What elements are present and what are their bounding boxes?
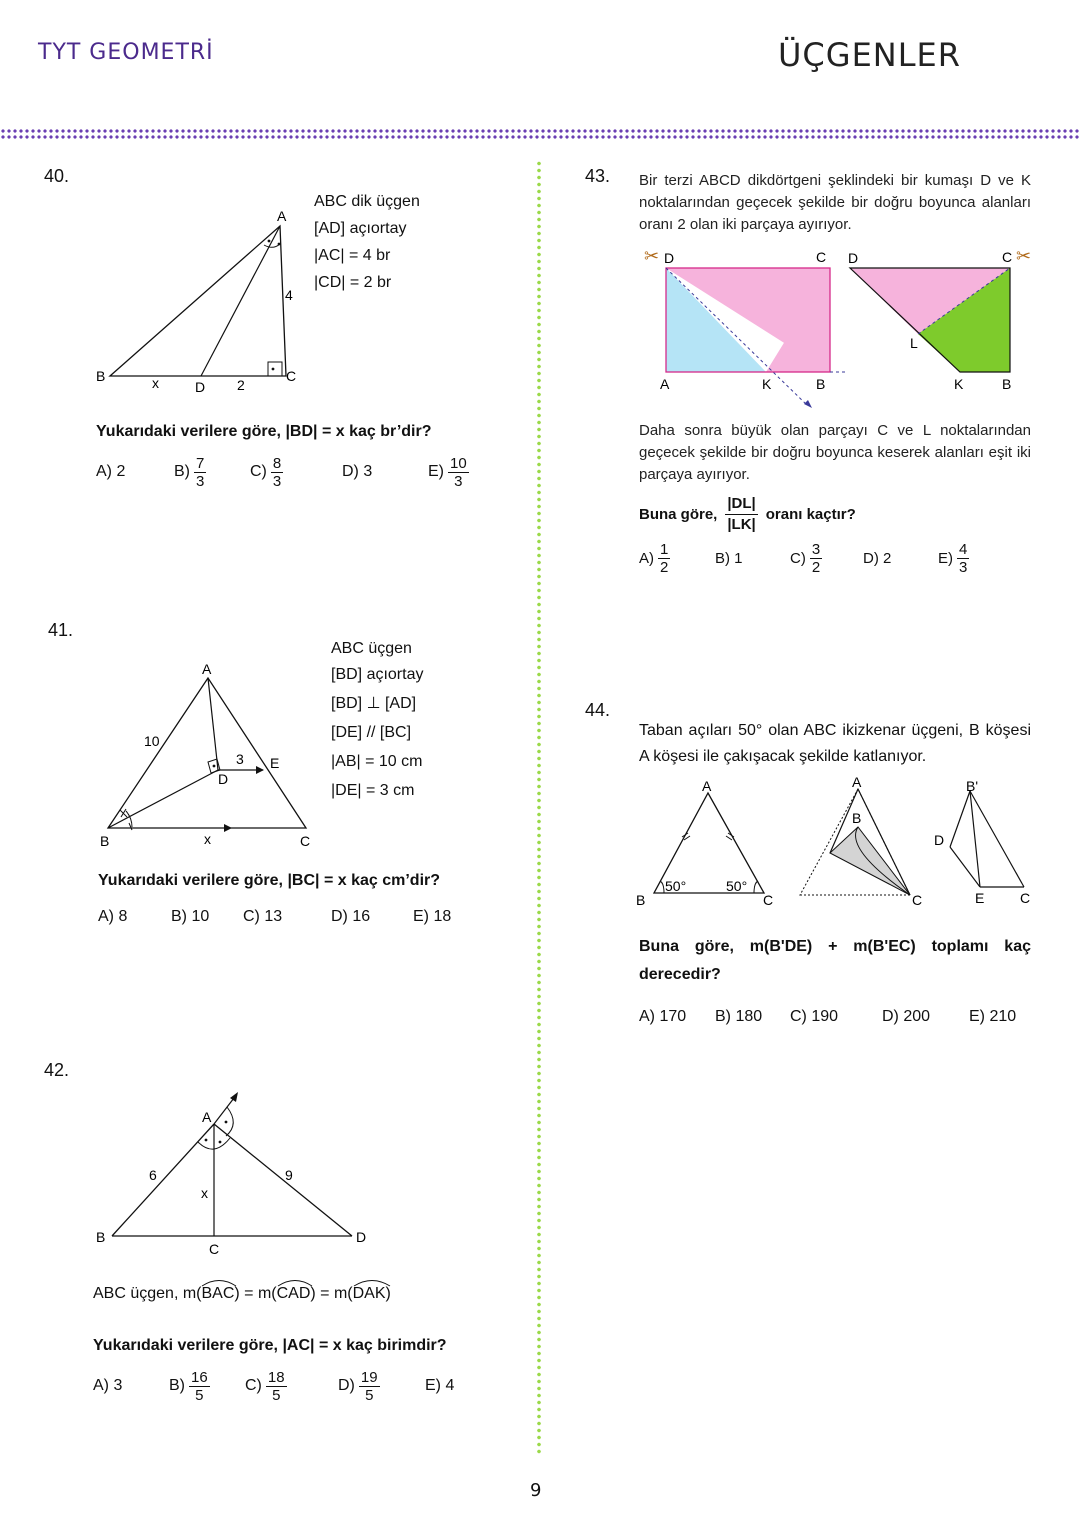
option-d[interactable]: D) 200: [882, 1008, 931, 1025]
label-d: D: [195, 379, 206, 395]
option-d[interactable]: D) 16: [331, 908, 371, 925]
bisector-ad: [201, 226, 280, 376]
folded-region: [830, 827, 910, 895]
option-e[interactable]: E) 210: [969, 1008, 1017, 1025]
label-c: C: [1020, 890, 1031, 906]
label-a: A: [202, 661, 212, 677]
label-ad-length: 9: [285, 1167, 293, 1183]
given-line: |AB| = 10 cm: [331, 753, 423, 770]
question-42-text: Yukarıdaki verilere göre, |AC| = x kaç birimdir?: [93, 1337, 447, 1354]
label-c: C: [286, 368, 297, 384]
option-c[interactable]: C) $\frac{8}{3}$: [250, 454, 282, 490]
question-40-options: [96, 452, 486, 492]
option-a[interactable]: A) 3: [93, 1377, 123, 1394]
given-line: |DE| = 3 cm: [331, 782, 415, 799]
question-42-options: [93, 1366, 454, 1406]
label-a: A: [202, 1109, 212, 1125]
option-a[interactable]: A) $\frac{1}{2}$: [639, 540, 669, 576]
option-d[interactable]: D) 2: [863, 549, 892, 567]
label-b-prime: B': [966, 778, 979, 794]
option-c[interactable]: C) $\frac{3}{2}$: [790, 540, 821, 576]
label-c: C: [763, 892, 774, 908]
label-de-length: 3: [236, 751, 244, 767]
option-e[interactable]: E) $\frac{4}{3}$: [938, 540, 968, 576]
option-e[interactable]: E) 4: [425, 1377, 455, 1394]
option-c[interactable]: C) 190: [790, 1008, 839, 1025]
label-ab-length: 10: [144, 733, 160, 749]
label-b: B: [100, 833, 110, 849]
label-x: x: [204, 831, 211, 847]
label-d: D: [664, 250, 675, 266]
question-44-options: [639, 1008, 1016, 1026]
label-e: E: [975, 890, 985, 906]
option-c[interactable]: C) 13: [243, 908, 283, 925]
label-k: K: [762, 376, 772, 392]
question-41-text: Yukarıdaki verilere göre, |BC| = x kaç cm’dir?: [98, 872, 441, 889]
option-c[interactable]: C) $\frac{18}{5}$: [245, 1368, 285, 1404]
topic-title: ÜÇGENLER: [778, 36, 961, 74]
question-43-options: [639, 538, 969, 578]
triangle-abc: [108, 678, 306, 828]
subject-title: TYT GEOMETRİ: [38, 40, 214, 65]
option-a[interactable]: A) 170: [639, 1008, 687, 1025]
option-b[interactable]: B) 1: [715, 549, 743, 567]
question-43-figure: [636, 240, 1036, 412]
label-x: x: [201, 1185, 208, 1201]
option-e[interactable]: E) 18: [413, 908, 452, 925]
label-c: C: [300, 833, 311, 849]
given-line: ABC dik üçgen: [314, 193, 420, 210]
label-b: B: [636, 892, 646, 908]
option-e[interactable]: E) $\frac{10}{3}$: [428, 454, 467, 490]
triangle-abc: [110, 226, 286, 376]
label-b: B: [852, 810, 862, 826]
segment-ad: [214, 1124, 352, 1236]
label-ab-length: 6: [149, 1167, 157, 1183]
label-d: D: [218, 771, 229, 787]
label-d: D: [356, 1229, 367, 1245]
label-b: B: [96, 368, 106, 384]
scissors-icon: ✂: [644, 246, 660, 266]
question-43-intro: Bir terzi ABCD dikdörtgeni şeklindeki bir kumaşı D ve K noktalarından geçecek şekilde bir doğru boyunca alanları oranı 2 olan iki parçaya ayırıyor.: [639, 172, 1031, 233]
option-a[interactable]: A) 2: [96, 463, 126, 480]
given-line: [BD] açıortay: [331, 666, 424, 683]
label-a: A: [277, 208, 287, 224]
question-44-figure: [632, 775, 1036, 910]
given-line: [BD] ⊥ [AD]: [331, 695, 417, 712]
question-43-followup: Daha sonra büyük olan parçayı C ve L noktalarından geçecek şekilde bir doğru boyunca keserek alanları eşit iki parçaya ayırıyor.: [639, 422, 1031, 483]
question-40-text: Yukarıdaki verilere göre, |BD| = x kaç br’dir?: [96, 423, 432, 440]
label-a: A: [702, 778, 712, 794]
ray-ak: [214, 1098, 234, 1124]
option-b[interactable]: B) $\frac{16}{5}$: [169, 1368, 208, 1404]
segment-ba: [112, 1124, 214, 1236]
question-43-number: 43.: [585, 166, 611, 186]
label-angle-b: 50°: [665, 878, 687, 894]
question-41-figure: [96, 660, 326, 855]
given-line: |CD| = 2 br: [314, 274, 392, 291]
question-40-number: 40.: [44, 166, 70, 186]
column-dotted-divider: [536, 160, 542, 1455]
given-line: |AC| = 4 br: [314, 247, 391, 264]
given-line: ABC üçgen: [331, 640, 412, 657]
right-angle-mark: [268, 362, 282, 376]
option-a[interactable]: A) 8: [98, 908, 128, 925]
option-b[interactable]: B) 10: [171, 908, 210, 925]
label-c: C: [209, 1241, 220, 1257]
question-40-figure: [90, 200, 310, 400]
label-a: A: [852, 775, 862, 790]
label-k: K: [954, 376, 964, 392]
question-43-text: Buna göre, $\frac{|DL|}{|LK|}$ oranı kaçtır?: [639, 495, 856, 533]
question-44-intro: Taban açıları 50° olan ABC ikizkenar üçgeni, B köşesi A köşesi ile çakışacak şekilde katlanıyor.: [639, 722, 1031, 765]
label-cd-length: 2: [237, 377, 245, 393]
question-41-number: 41.: [48, 620, 74, 640]
label-d: D: [848, 250, 859, 266]
option-b[interactable]: B) 180: [715, 1008, 763, 1025]
question-40-given: [314, 188, 420, 296]
label-l: L: [910, 335, 918, 351]
label-b: B: [1002, 376, 1012, 392]
label-c: C: [1002, 249, 1013, 265]
question-44-text-line2: derecedir?: [639, 966, 721, 983]
header-dotted-divider: [0, 128, 1080, 140]
label-e: E: [270, 755, 280, 771]
label-x: x: [152, 375, 159, 391]
question-44-text-line1: Buna göre, m(B'DE) + m(B'EC) toplamı kaç: [639, 938, 1031, 955]
label-b: B: [816, 376, 826, 392]
question-42-number: 42.: [44, 1060, 70, 1080]
question-44-number: 44.: [585, 700, 611, 720]
label-d: D: [934, 832, 945, 848]
page-number: 9: [530, 1480, 542, 1501]
option-b[interactable]: B) $\frac{7}{3}$: [174, 454, 205, 490]
question-42-statement: ABC üçgen, m( BAC) = m( CAD) = m( DAK): [93, 1285, 391, 1303]
scissors-icon: ✂: [1016, 246, 1032, 266]
label-a: A: [660, 376, 670, 392]
question-41-options: [98, 908, 451, 926]
label-ac-length: 4: [285, 287, 293, 303]
option-d[interactable]: D) 3: [342, 463, 373, 480]
label-c: C: [912, 892, 923, 908]
given-line: [AD] açıortay: [314, 220, 407, 237]
option-d[interactable]: D) $\frac{19}{5}$: [338, 1368, 378, 1404]
question-41-given: [331, 638, 423, 805]
label-c: C: [816, 249, 827, 265]
given-line: [DE] // [BC]: [331, 724, 412, 741]
label-b: B: [96, 1229, 106, 1245]
question-42-figure: [90, 1090, 380, 1260]
label-angle-c: 50°: [726, 878, 748, 894]
segment-bd: [108, 770, 218, 828]
